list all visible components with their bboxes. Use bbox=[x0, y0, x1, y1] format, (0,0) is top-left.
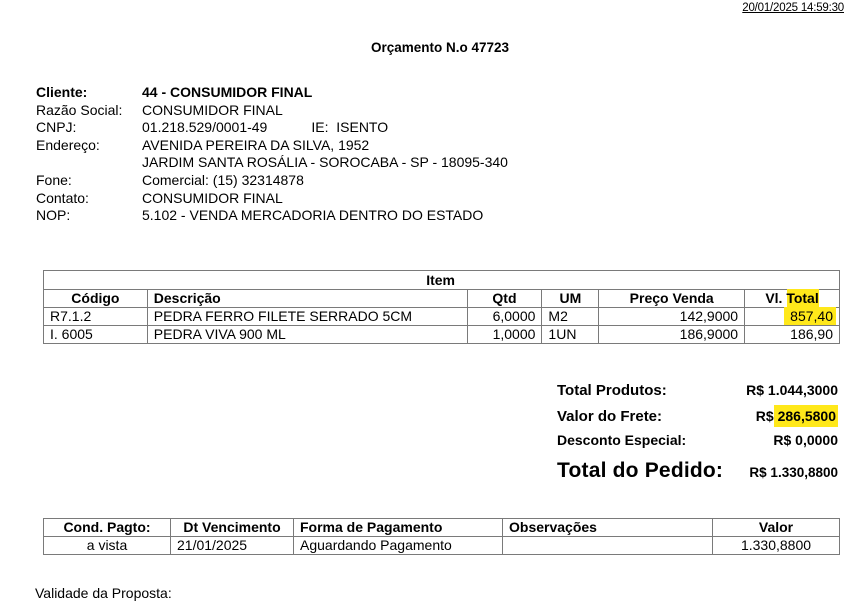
fone-value: Comercial: (15) 32314878 bbox=[142, 171, 304, 188]
frete-amount: 286,5800 bbox=[777, 408, 836, 424]
cell-total-highlighted: 857,40 bbox=[784, 307, 836, 325]
valor-frete-row bbox=[557, 408, 838, 432]
cell-codigo: R7.1.2 bbox=[44, 308, 148, 326]
total-pedido-row bbox=[557, 459, 838, 483]
cnpj-value: 01.218.529/0001-49 bbox=[142, 119, 268, 136]
payment-table bbox=[43, 518, 840, 555]
vl-total-header-text: Vl. Total bbox=[765, 290, 819, 306]
col-header-vl-total bbox=[745, 290, 840, 308]
cell-qtd: 1,0000 bbox=[467, 326, 542, 344]
client-info-block bbox=[36, 84, 508, 225]
client-row-razao bbox=[36, 102, 508, 120]
print-timestamp: 20/01/2025 14:59:30 bbox=[742, 2, 844, 14]
desconto-value: R$ 0,0000 bbox=[773, 432, 838, 448]
table-row bbox=[44, 308, 840, 326]
totals-block bbox=[557, 382, 838, 483]
validade-proposta-label: Validade da Proposta: bbox=[35, 585, 172, 601]
total-pedido-label: Total do Pedido: bbox=[557, 459, 724, 482]
items-header-row bbox=[44, 290, 840, 308]
desconto-label: Desconto Especial: bbox=[557, 432, 687, 448]
contato-label: Contato: bbox=[36, 189, 89, 206]
total-produtos-value: R$ 1.044,3000 bbox=[746, 382, 838, 398]
endereco-line2: JARDIM SANTA ROSÁLIA - SOROCABA - SP - 18095-340 bbox=[142, 154, 508, 171]
razao-value: CONSUMIDOR FINAL bbox=[142, 101, 283, 118]
col-header-preco-venda: Preço Venda bbox=[599, 290, 745, 308]
cell-dt-vencimento: 21/01/2025 bbox=[171, 537, 294, 555]
cell-descricao: PEDRA VIVA 900 ML bbox=[147, 326, 467, 344]
cell-observacoes bbox=[503, 537, 713, 555]
cell-valor: 1.330,8800 bbox=[713, 537, 840, 555]
table-row bbox=[44, 537, 840, 555]
client-row-nop bbox=[36, 207, 508, 225]
col-header-descricao: Descrição bbox=[147, 290, 467, 308]
nop-value: 5.102 - VENDA MERCADORIA DENTRO DO ESTADO bbox=[142, 207, 484, 224]
col-header-observacoes: Observações bbox=[503, 519, 713, 537]
cell-descricao: PEDRA FERRO FILETE SERRADO 5CM bbox=[147, 308, 467, 326]
desconto-row bbox=[557, 432, 838, 459]
cell-um: 1UN bbox=[542, 326, 599, 344]
col-header-cond-pagto: Cond. Pagto: bbox=[44, 519, 171, 537]
cliente-label: Cliente: bbox=[36, 84, 88, 100]
client-row-fone bbox=[36, 172, 508, 190]
nop-label: NOP: bbox=[36, 207, 71, 224]
client-row-endereco bbox=[36, 137, 508, 155]
col-header-forma-pagamento: Forma de Pagamento bbox=[294, 519, 503, 537]
fone-label: Fone: bbox=[36, 171, 72, 188]
valor-frete-label: Valor do Frete: bbox=[557, 408, 663, 425]
cnpj-label: CNPJ: bbox=[36, 119, 77, 136]
payment-header-row bbox=[44, 519, 840, 537]
total-produtos-label: Total Produtos: bbox=[557, 382, 667, 399]
valor-frete-value bbox=[756, 408, 838, 424]
cell-cond-pagto: a vista bbox=[44, 537, 171, 555]
endereco-line1: AVENIDA PEREIRA DA SILVA, 1952 bbox=[142, 136, 370, 153]
col-header-codigo: Código bbox=[44, 290, 148, 308]
col-header-qtd: Qtd bbox=[467, 290, 542, 308]
items-table bbox=[43, 270, 840, 344]
ie-label: IE: bbox=[311, 119, 329, 136]
total-pedido-value: R$ 1.330,8800 bbox=[749, 465, 838, 480]
cell-forma-pagamento: Aguardando Pagamento bbox=[294, 537, 503, 555]
cell-um: M2 bbox=[542, 308, 599, 326]
cell-total: 186,90 bbox=[745, 326, 840, 344]
cell-preco: 142,9000 bbox=[599, 308, 745, 326]
col-header-um: UM bbox=[542, 290, 599, 308]
client-row-endereco2 bbox=[36, 154, 508, 172]
razao-label: Razão Social: bbox=[36, 101, 123, 118]
cell-qtd: 6,0000 bbox=[467, 308, 542, 326]
contato-value: CONSUMIDOR FINAL bbox=[142, 189, 283, 206]
frete-currency: R$ bbox=[755, 408, 774, 424]
cliente-value: 44 - CONSUMIDOR FINAL bbox=[142, 84, 313, 100]
cell-preco: 186,9000 bbox=[599, 326, 745, 344]
items-caption-row bbox=[44, 271, 840, 290]
table-row bbox=[44, 326, 840, 344]
cnpj-ie-group bbox=[142, 119, 388, 137]
ie-value: ISENTO bbox=[336, 119, 389, 136]
col-header-valor: Valor bbox=[713, 519, 840, 537]
document-title: Orçamento N.o 47723 bbox=[370, 40, 510, 55]
client-row-contato bbox=[36, 190, 508, 208]
cell-total bbox=[745, 308, 840, 326]
endereco-spacer bbox=[36, 154, 142, 172]
client-row-cnpj bbox=[36, 119, 508, 137]
col-header-dt-vencimento: Dt Vencimento bbox=[171, 519, 294, 537]
cell-codigo: I. 6005 bbox=[44, 326, 148, 344]
items-caption: Item bbox=[44, 271, 840, 290]
endereco-label: Endereço: bbox=[36, 136, 100, 153]
client-row-cliente bbox=[36, 84, 508, 102]
